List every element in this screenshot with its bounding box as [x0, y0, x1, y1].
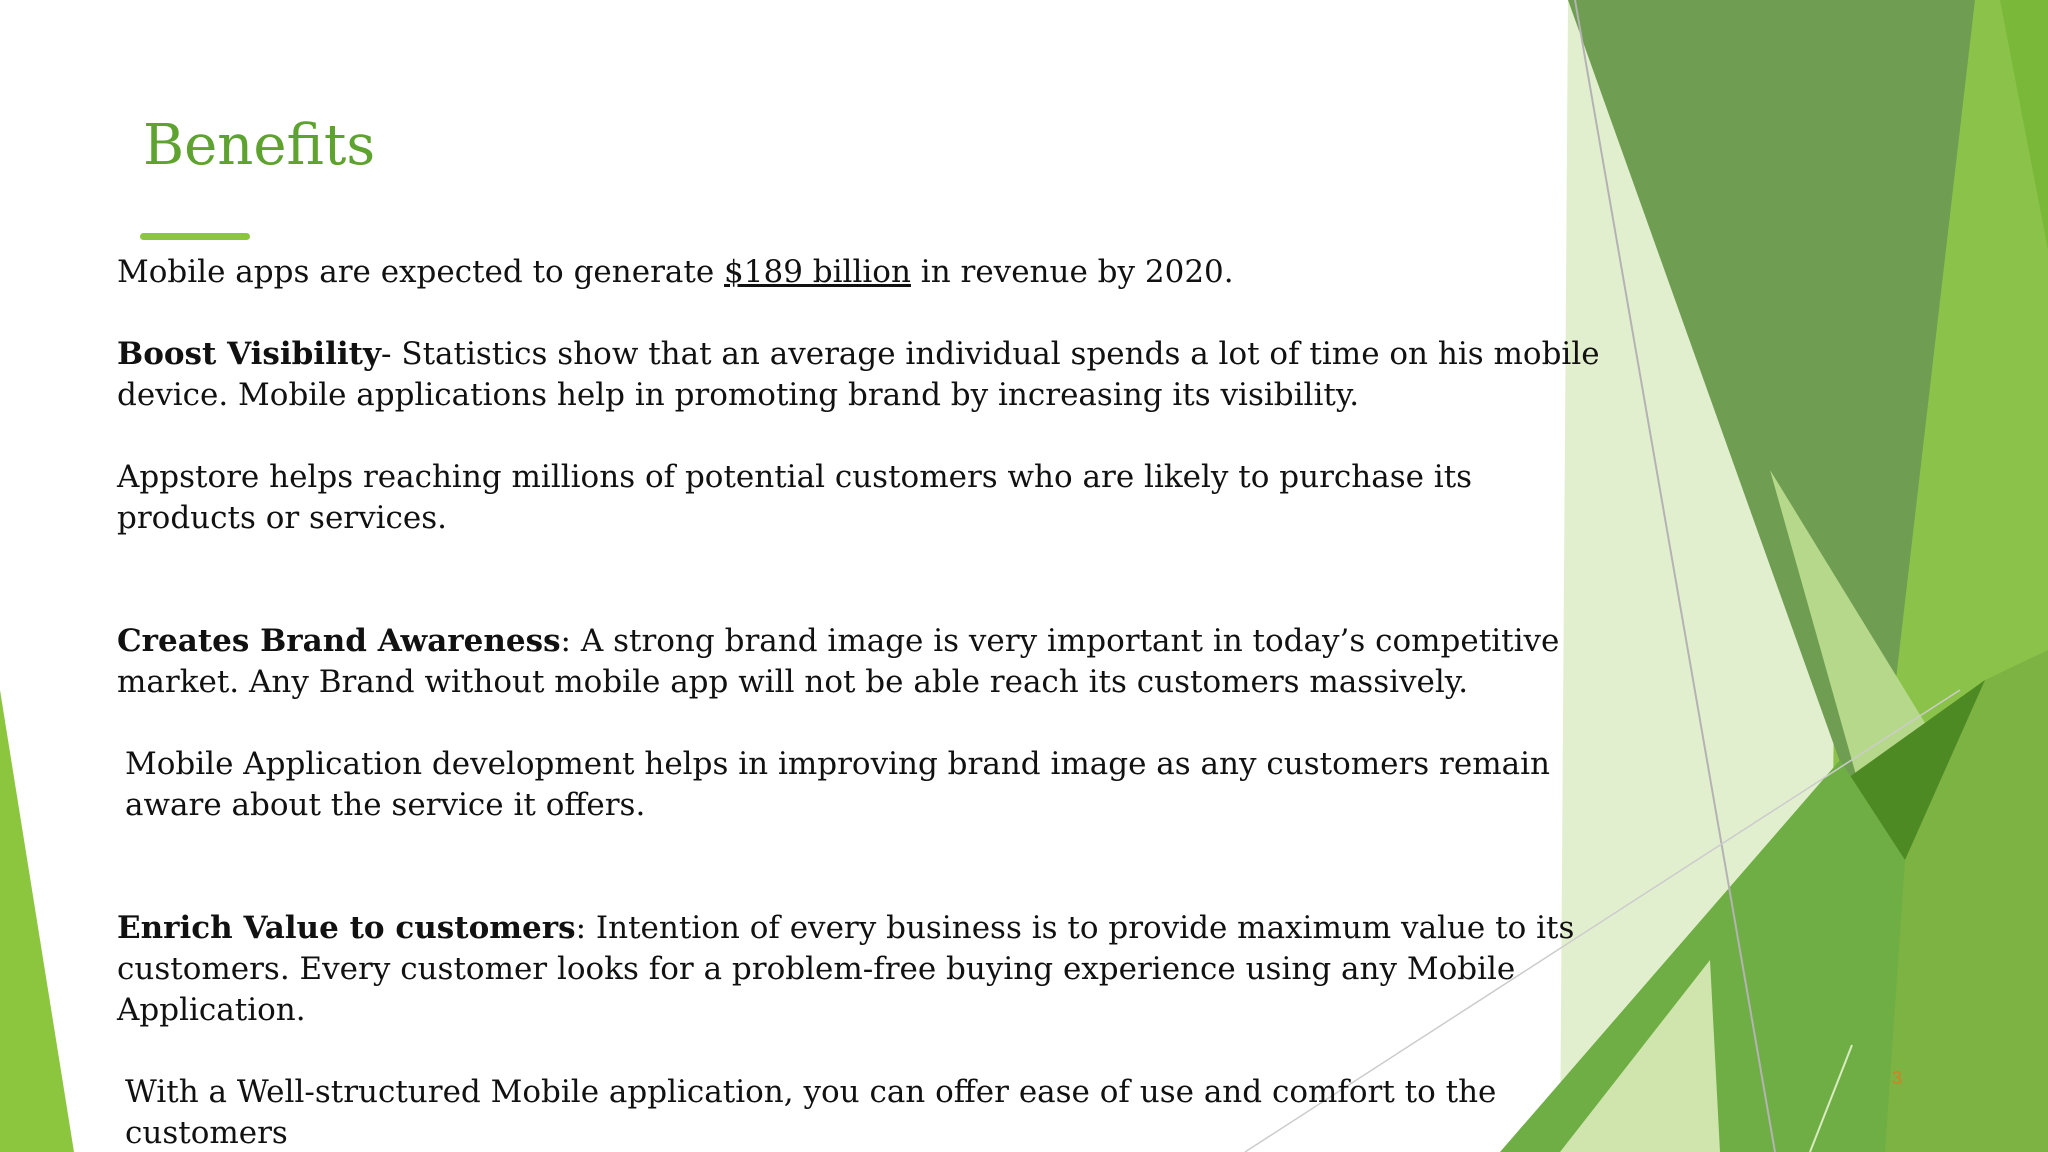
boost-visibility-text: Statistics show that an average individual spends a lot of time on his mobile device. Mobile applications help in promoting brand by increasing its visibility. — [117, 336, 1600, 413]
left-accent-shape — [0, 690, 74, 1152]
boost-visibility-paragraph — [117, 334, 1607, 416]
appstore-paragraph: Appstore helps reaching millions of potential customers who are likely to purchase its products or services. — [117, 459, 1473, 536]
title-underline-accent — [140, 233, 250, 240]
brand-awareness-heading: Creates Brand Awareness — [117, 623, 561, 659]
intro-text-after: in revenue by 2020. — [910, 254, 1234, 290]
enrich-value-separator: : — [575, 910, 596, 946]
enrich-value-paragraph — [117, 908, 1607, 1031]
intro-paragraph — [117, 252, 1607, 293]
slide-page-number: 3 — [1892, 1068, 1903, 1088]
slide-body — [117, 252, 1607, 1152]
brand-awareness-text: A strong brand image is very important in today’s competitive market. Any Brand without mobile app will not be able reach its customers massively. — [117, 623, 1560, 700]
enrich-value-heading: Enrich Value to customers — [117, 910, 576, 946]
boost-visibility-separator: - — [380, 336, 402, 372]
brand-awareness-separator: : — [560, 623, 581, 659]
boost-visibility-heading: Boost Visibility — [117, 336, 381, 372]
enrich-value-text: Intention of every business is to provide maximum value to its customers. Every customer looks for a problem-free buying experience using any Mobile Application. — [117, 910, 1575, 1028]
intro-text-before: Mobile apps are expected to generate — [117, 254, 725, 290]
brand-image-paragraph: Mobile Application development helps in improving brand image as any customers remain aware about the service it offers. — [125, 746, 1550, 823]
slide-title: Benefits — [143, 113, 376, 178]
well-structured-paragraph: With a Well-structured Mobile application, you can offer ease of use and comfort to the customers — [125, 1074, 1497, 1151]
brand-awareness-paragraph — [117, 621, 1607, 703]
revenue-link[interactable]: $189 billion — [724, 254, 911, 290]
